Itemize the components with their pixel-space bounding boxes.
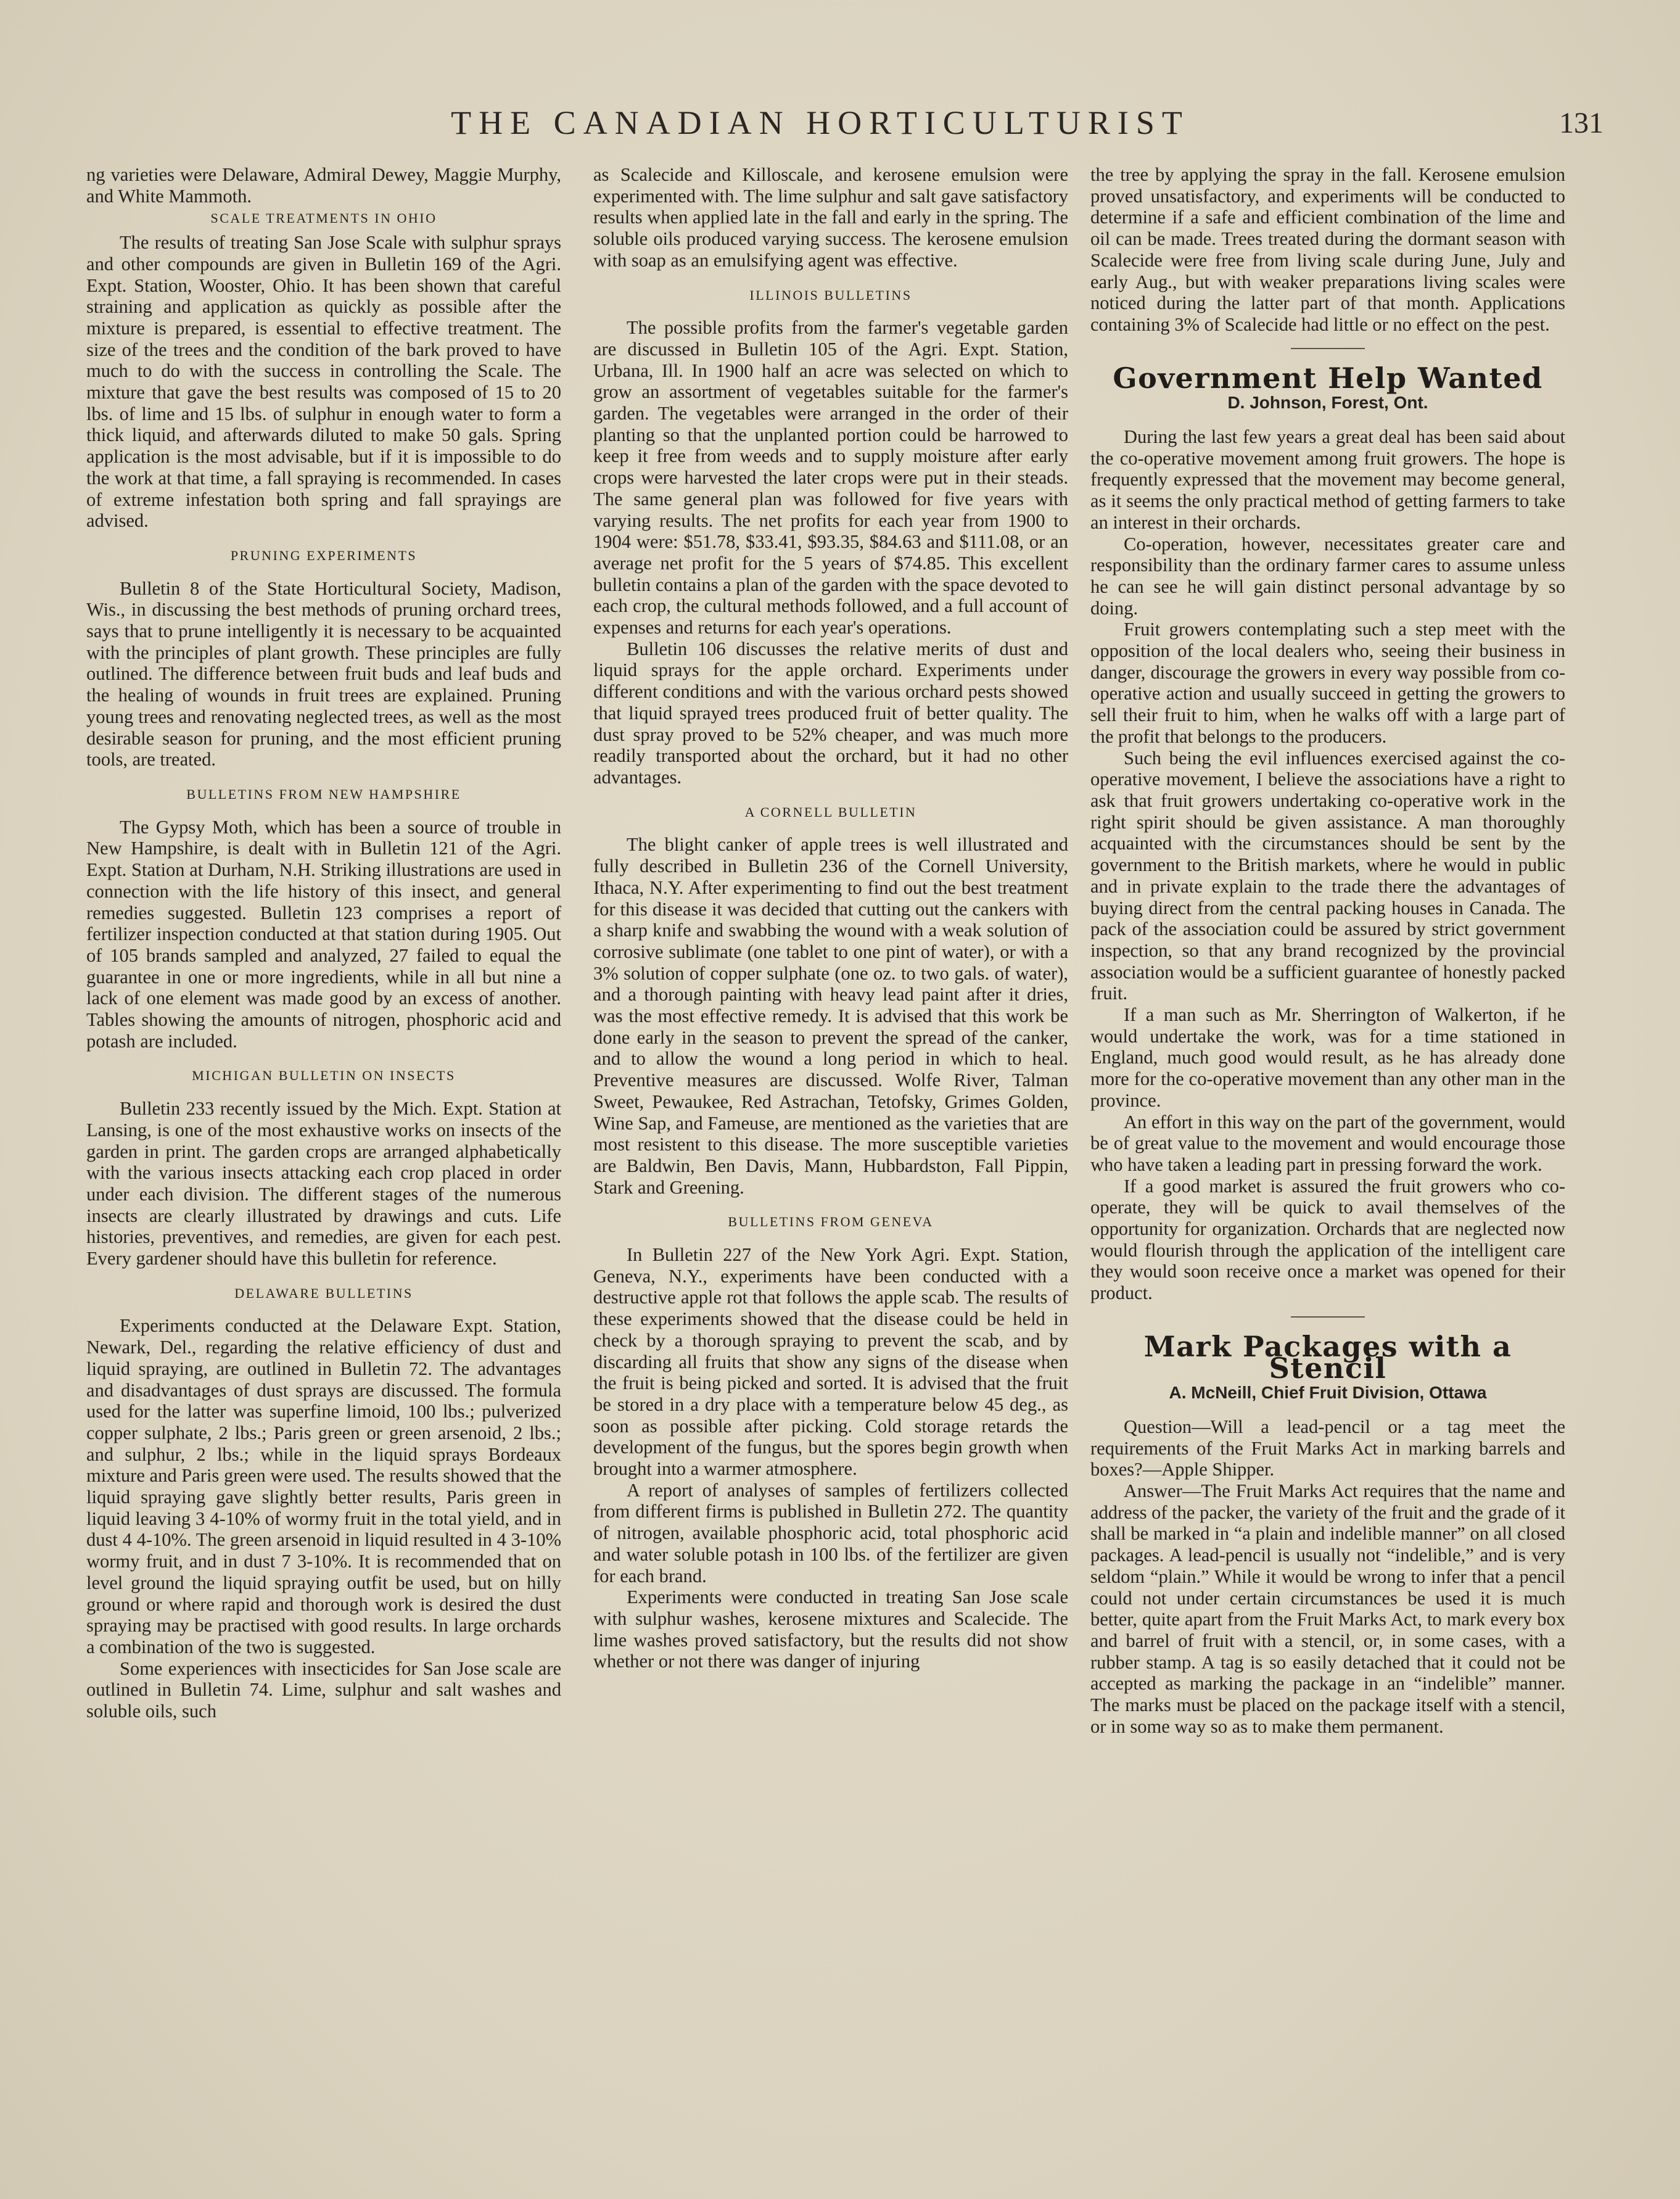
section-divider bbox=[1291, 1316, 1365, 1318]
paragraph: Bulletin 8 of the State Horticultural Society, Madison, Wis., in discussing the best methods of pruning orchard trees, says that to prune intelligently it is necessary to be acquainted with the principles of plant growth. These principles are fully outlined. The difference between fruit buds and leaf buds and the healing of wounds in fruit trees are explained. Pruning young trees and renovating neglected trees, as well as the most desirable season for pruning, and the most efficient pruning tools, are treated. bbox=[86, 577, 561, 770]
paragraph: An effort in this way on the part of the government, would be of great value to the movement and would encourage those who have taken a leading part in pressing forward the work. bbox=[1090, 1111, 1565, 1175]
paragraph: Bulletin 106 discusses the relative merits of dust and liquid sprays for the apple orchard. Experiments under different conditions and with the various orchard pests showed that liquid sprayed trees produced fruit of better quality. The dust spray proved to be 52% cheaper, and was much more readily transported about the orchard, but it had no other advantages. bbox=[593, 638, 1068, 788]
paragraph: In Bulletin 227 of the New York Agri. Expt. Station, Geneva, N.Y., experiments have been conducted with a destructive apple rot that follows the apple scab. The results of these experiments showed that the disease could be held in check by a thorough spraying to prevent the scab, and by discarding all fruits that show any signs of the disease when the fruit is being picked and sorted. It is advised that the fruit be stored in a dry place with a temperature below 45 deg., as soon as possible after picking. Cold storage retards the development of the fungus, but the spores begin growth when brought into a warmer atmosphere. bbox=[593, 1244, 1068, 1480]
section-heading: DELAWARE BULLETINS bbox=[234, 1285, 413, 1301]
paragraph: the tree by applying the spray in the fall. Kerosene emulsion proved unsatisfactory, and experiments will be conducted to determine if a safe and efficient combination of the lime and oil can be made. Trees treated during the dormant season with Scalecide were free from living scale during June, July and early Aug., but with weaker preparations living scales were noticed during the latter part of that month. Applications containing 3% of Scalecide had little or no effect on the pest. bbox=[1090, 164, 1565, 335]
section-divider bbox=[1291, 348, 1365, 349]
paragraph: During the last few years a great deal has been said about the co-operative movement among fruit growers. The hope is frequently expressed that the movement may become general, as it seems the only practical method of getting farmers to take an interest in their orchards. bbox=[1090, 426, 1565, 533]
paragraph: The results of treating San Jose Scale with sulphur sprays and other compounds are given in Bulletin 169 of the Agri. Expt. Station, Wooster, Ohio. It has been shown that careful straining and application as quickly as possible after the mixture is prepared, is essential to effective treatment. The size of the trees and the condition of the bark proved to have much to do with the success in controlling the Scale. The mixture that gave the best results was composed of 15 to 20 lbs. of lime and 15 lbs. of sulphur in enough water to form a thick liquid, and afterwards diluted to make 50 gals. Spring application is the most advisable, but if it is impossible to do the work at that time, a fall spraying is recommended. In cases of extreme infestation both spring and fall sprayings are advised. bbox=[86, 232, 561, 532]
paragraph: Such being the evil influences exercised against the co-operative movement, I believe the associations have a right to ask that fruit growers undertaking co-operative work in the right spirit should be given assistance. A man thoroughly acquainted with the circumstances should be sent by the government to the British markets, where he would in public and in private explain to the trade there the advantages of buying direct from the central packing houses in Canada. The pack of the association could be assured by strict government inspection, so that any brand recognized by the provincial association would be a sufficient guarantee of honestly packed fruit. bbox=[1090, 747, 1565, 1004]
paragraph: Bulletin 233 recently issued by the Mich. Expt. Station at Lansing, is one of the most exhaustive works on insects of the garden in print. The garden crops are arranged alphabetically with the various insects attacking each crop placed in order under each division. The different stages of the numerous insects are clearly illustrated by drawings and cuts. Life histories, preventives, and remedies, are given for each pest. Every gardener should have this bulletin for reference. bbox=[86, 1098, 561, 1269]
paragraph: Question—Will a lead-pencil or a tag meet the requirements of the Fruit Marks Act in marking barrels and boxes?—Apple Shipper. bbox=[1090, 1416, 1565, 1480]
paragraph: Some experiences with insecticides for San Jose scale are outlined in Bulletin 74. Lime, sulphur and salt washes and soluble oils, such bbox=[86, 1657, 561, 1722]
article-byline: A. McNeill, Chief Fruit Division, Ottawa bbox=[1169, 1383, 1487, 1403]
section-heading: MICHIGAN BULLETIN ON INSECTS bbox=[192, 1068, 456, 1084]
running-head: THE CANADIAN HORTICULTURIST bbox=[451, 104, 1190, 141]
paragraph: Experiments conducted at the Delaware Expt. Station, Newark, Del., regarding the relative efficiency of dust and liquid spraying, are outlined in Bulletin 72. The advantages and disadvantages of dust sprays are discussed. The formula used for the latter was superfine limoid, 100 lbs.; pulverized copper sulphate, 2 lbs.; Paris green or green arsenoid, 2 lbs.; and sulphur, 2 lbs.; while in the liquid sprays Bordeaux mixture and Paris green were used. The results showed that the liquid spraying gave slightly better results, Paris green in liquid leaving 3 4-10% of wormy fruit in the total yield, and in dust 4 4-10%. The green arsenoid in liquid resulted in 4 3-10% wormy fruit, and in dust 7 3-10%. It is recommended that on level ground the liquid spraying outfit be used, but on hilly ground or where rapid and thorough work is desired the dust spraying may be practised with good results. In large orchards a combination of the two is suggested. bbox=[86, 1315, 561, 1657]
paragraph: If a man such as Mr. Sherrington of Walkerton, if he would undertake the work, was for a time stationed in England, much good would result, as he has already done more for the co-operative movement than any other man in the province. bbox=[1090, 1004, 1565, 1111]
article-byline: D. Johnson, Forest, Ont. bbox=[1227, 393, 1428, 413]
paragraph: Fruit growers contemplating such a step meet with the opposition of the local dealers who, seeing their business in danger, discourage the growers in every way possible from co-operative action and usually succeed in getting the growers to sell their fruit to him, when he walks off with a large part of the profit that belongs to the producers. bbox=[1090, 619, 1565, 747]
paragraph: Experiments were conducted in treating San Jose scale with sulphur washes, kerosene mixtures and Scalecide. The lime washes proved satisfactory, but the results did not show whether or not there was danger of injuring bbox=[593, 1586, 1068, 1672]
paragraph: The possible profits from the farmer's vegetable garden are discussed in Bulletin 105 of the Agri. Expt. Station, Urbana, Ill. In 1900 half an acre was selected on which to grow an assortment of vegetables suitable for the farmer's garden. The vegetables were arranged in the order of their planting so that the unplanted portion could be harrowed to keep it free from weeds and to supply moisture after early crops were harvested the later crops were put in their steads. The same general plan was followed for five years with varying results. The net profits for each year from 1900 to 1904 were: $51.78, $33.41, $93.35, $84.63 and $111.08, or an average net profit for the 5 years of $74.85. This excellent bulletin contains a plan of the garden with the space devoted to each crop, the cultural methods followed, and a full account of expenses and returns for each year's operations. bbox=[593, 317, 1068, 638]
column-1 bbox=[86, 164, 561, 1722]
section-heading: ILLINOIS BULLETINS bbox=[749, 287, 912, 303]
section-heading: A CORNELL BULLETIN bbox=[744, 804, 917, 820]
paragraph: Co-operation, however, necessitates greater care and responsibility than the ordinary farmer cares to assume unless he can see he will gain distinct personal advantage by so doing. bbox=[1090, 533, 1565, 619]
paragraph: The Gypsy Moth, which has been a source of trouble in New Hampshire, is dealt with in Bulletin 121 of the Agri. Expt. Station at Durham, N.H. Striking illustrations are used in connection with the life history of this insect, and general remedies suggested. Bulletin 123 comprises a report of fertilizer inspection conducted at that station during 1905. Out of 105 brands sampled and analyzed, 27 failed to equal the guarantee in one or more ingredients, while in all but nine a lack of one element was made good by an excess of another. Tables showing the amounts of nitrogen, phosphoric acid and potash are included. bbox=[86, 816, 561, 1052]
paragraph: Answer—The Fruit Marks Act requires that the name and address of the packer, the variety of the fruit and the grade of it shall be marked in “a plain and indelible manner” on all closed packages. A lead-pencil is usually not “indelible,” and is very seldom “plain.” While it would be wrong to infer that a pencil could not under certain circumstances be used it is much better, quite apart from the Fruit Marks Act, to mark every box and barrel of fruit with a stencil, or, in some cases, with a rubber stamp. A tag is so easily detached that it could not be accepted as marking the package in an “indelible” manner. The marks must be placed on the package itself with a stencil, or in some way so as to make them permanent. bbox=[1090, 1480, 1565, 1737]
section-heading: PRUNING EXPERIMENTS bbox=[230, 547, 418, 563]
paragraph: as Scalecide and Killoscale, and kerosene emulsion were experimented with. The lime sulphur and salt gave satisfactory results when applied late in the fall and early in the spring. The soluble oils produced varying success. The kerosene emulsion with soap as an emulsifying agent was effective. bbox=[593, 164, 1068, 271]
paragraph: ng varieties were Delaware, Admiral Dewey, Maggie Murphy, and White Mammoth. bbox=[86, 164, 561, 207]
section-heading: SCALE TREATMENTS IN OHIO bbox=[210, 210, 437, 226]
section-heading: BULLETINS FROM NEW HAMPSHIRE bbox=[186, 786, 461, 802]
article-title: Mark Packages with a Stencil bbox=[1143, 1329, 1512, 1385]
paragraph: The blight canker of apple trees is well illustrated and fully described in Bulletin 236 of the Cornell University, Ithaca, N.Y. After experimenting to find out the best treatment for this disease it was decided that cutting out the cankers with a sharp knife and swabbing the wound with a weak solution of corrosive sublimate (one tablet to one pint of water), or with a 3% solution of copper sulphate (one oz. to two gals. of water), and a thorough painting with heavy lead paint after it dries, was the most effective remedy. It is advised that this work be done early in the season to prevent the spread of the canker, and to allow the wound a long period in which to heal. Preventive measures are discussed. Wolfe River, Talman Sweet, Pewaukee, Red Astrachan, Tetofsky, Grimes Golden, Wine Sap, and Fameuse, are mentioned as the varieties that are most resistent to this disease. The more susceptible varieties are Baldwin, Ben Davis, Mann, Hubbardston, Fall Pippin, Stark and Greening. bbox=[593, 834, 1068, 1198]
paragraph: If a good market is assured the fruit growers who co-operate, they will be quick to avail themselves of the opportunity for organization. Orchards that are neglected now would flourish through the application of the intelligent care they would soon receive once a market was opened for their product. bbox=[1090, 1175, 1565, 1304]
article-title: Government Help Wanted bbox=[1113, 361, 1543, 395]
column-2 bbox=[593, 164, 1068, 1672]
paragraph: A report of analyses of samples of fertilizers collected from different firms is published in Bulletin 272. The quantity of nitrogen, available phosphoric acid, total phosphoric acid and water soluble potash in 100 lbs. of the fertilizer are given for each brand. bbox=[593, 1479, 1068, 1586]
page-number: 131 bbox=[1559, 107, 1604, 139]
column-3 bbox=[1090, 164, 1565, 1738]
section-heading: BULLETINS FROM GENEVA bbox=[728, 1214, 934, 1230]
